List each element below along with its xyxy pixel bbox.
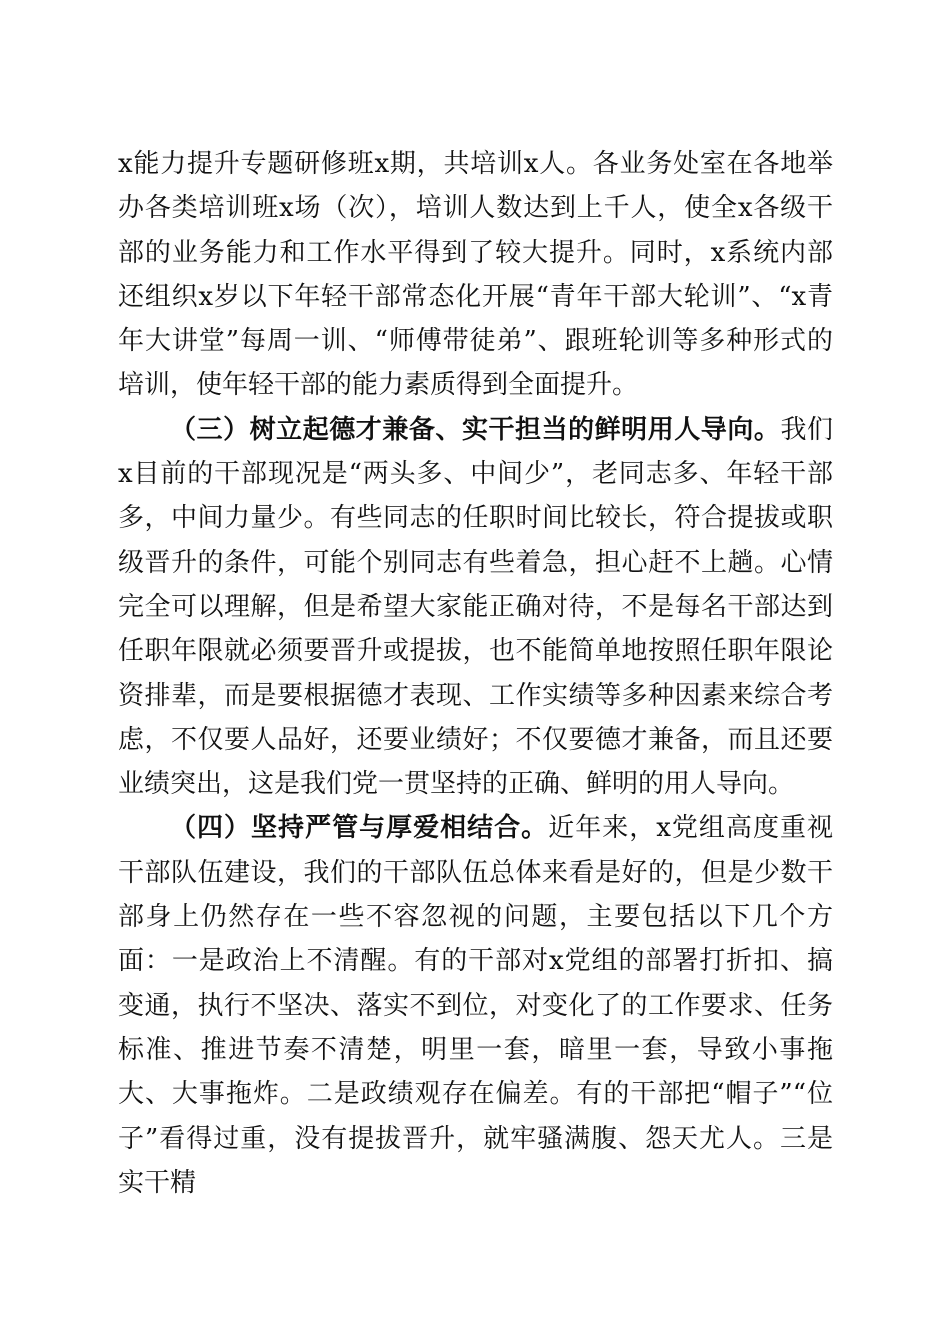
section-4-heading: （四）坚持严管与厚爱相结合。 bbox=[170, 813, 549, 844]
section-4-body: 近年来，x党组高度重视干部队伍建设，我们的干部队伍总体来看是好的，但是少数干部身上仍然存在一些不容忽视的问题，主要包括以下几个方面：一是政治上不清醒。有的干部对x党组的部署打折扣、搞变通，执行不坚决、落实不到位，对变化了的工作要求、任务标准、推进节奏不清楚，明里一套，暗里一套，导致小事拖大、大事拖炸。二是政绩观存在偏差。有的干部把“帽子”“位子”看得过重，没有提拔晋升，就牢骚满腹、怨天尤人。三是实干精 bbox=[118, 813, 833, 1198]
section-3-heading: （三）树立起德才兼备、实干担当的鲜明用人导向。 bbox=[170, 414, 781, 445]
paragraph-section-4 bbox=[118, 806, 833, 1205]
paragraph-section-3 bbox=[118, 408, 833, 807]
section-3-body: 我们x目前的干部现况是“两头多、中间少”，老同志多、年轻干部多，中间力量少。有些同志的任职时间比较长，符合提拔或职级晋升的条件，可能个别同志有些着急，担心赶不上趟。心情完全可以理解，但是希望大家能正确对待，不是每名干部达到任职年限就必须要晋升或提拔，也不能简单地按照任职年限论资排辈，而是要根据德才表现、工作实绩等多种因素来综合考虑，不仅要人品好，还要业绩好；不仅要德才兼备，而且还要业绩突出，这是我们党一贯坚持的正确、鲜明的用人导向。 bbox=[118, 414, 833, 800]
document-body bbox=[118, 142, 833, 1205]
paragraph-training-summary: x能力提升专题研修班x期，共培训x人。各业务处室在各地举办各类培训班x场（次），培训人数达到上千人，使全x各级干部的业务能力和工作水平得到了较大提升。同时，x系统内部还组织x岁以下年轻干部常态化开展“青年干部大轮训”、“x青年大讲堂”每周一训、“师傅带徒弟”、跟班轮训等多种形式的培训，使年轻干部的能力素质得到全面提升。 bbox=[118, 149, 833, 401]
